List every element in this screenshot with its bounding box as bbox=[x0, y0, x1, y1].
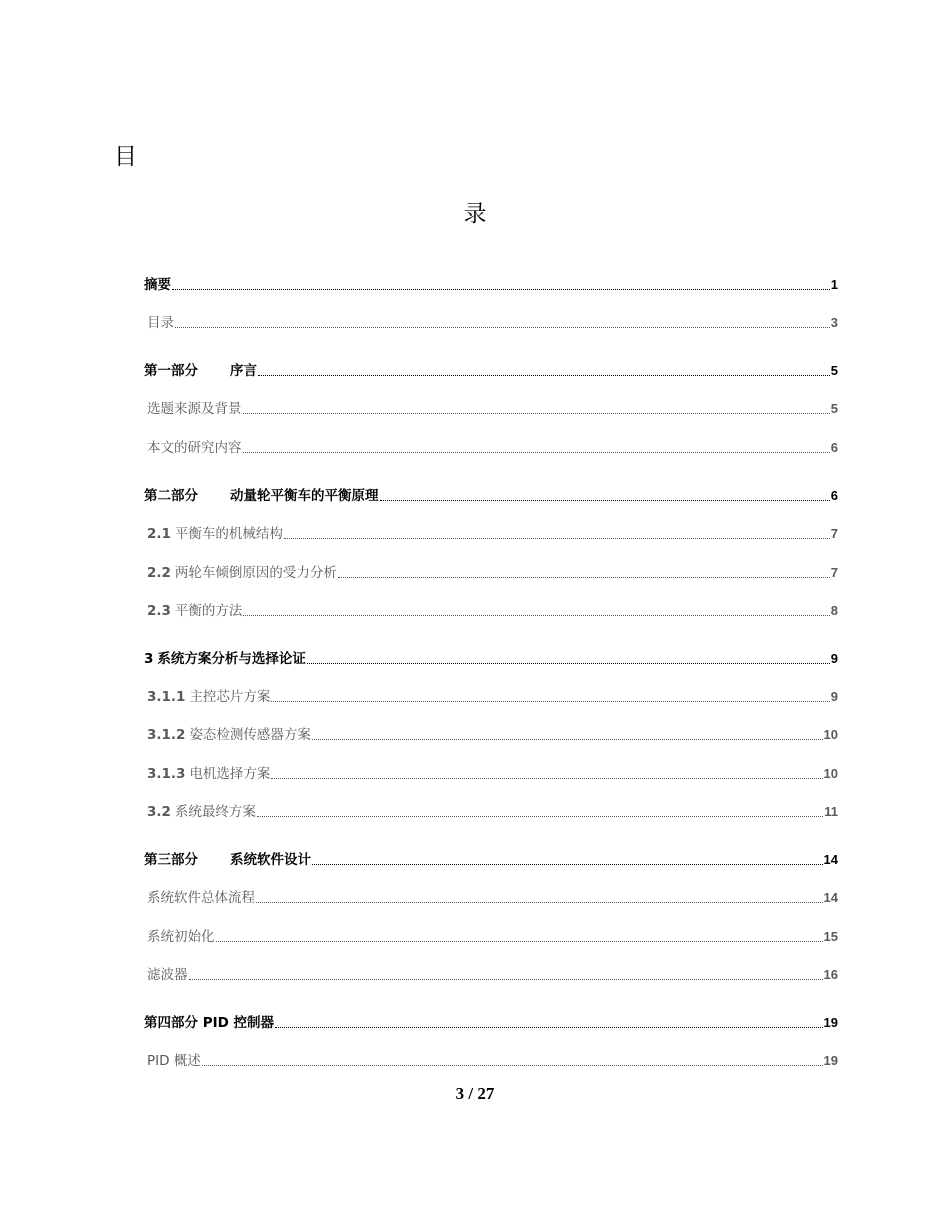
toc-entry-number: 3.1.3 bbox=[147, 766, 186, 782]
toc-entry-number: 2.1 bbox=[147, 526, 171, 542]
toc-entry-label: 系统软件总体流程 bbox=[147, 890, 255, 906]
toc-entry-page-number: 7 bbox=[830, 526, 838, 541]
toc-dot-leader bbox=[175, 327, 830, 328]
toc-entry-label: PID 概述 bbox=[147, 1053, 201, 1069]
toc-entry-number: 3.2 bbox=[147, 804, 171, 820]
toc-entry-page-number: 1 bbox=[830, 277, 838, 292]
toc-dot-leader bbox=[216, 941, 823, 942]
toc-entry-subtitle: 动量轮平衡车的平衡原理 bbox=[230, 488, 379, 504]
toc-entry-subtitle: 系统软件设计 bbox=[230, 852, 311, 868]
toc-dot-leader bbox=[275, 1027, 823, 1028]
toc-entry-page-number: 14 bbox=[823, 890, 838, 905]
toc-entry-number: 3.1.2 bbox=[147, 727, 186, 743]
toc-entry-page-number: 6 bbox=[830, 440, 838, 455]
toc-entry[interactable] bbox=[144, 485, 838, 505]
toc-entry[interactable] bbox=[144, 523, 838, 543]
toc-heading-char-1: 目 bbox=[114, 144, 137, 170]
toc-entry-label: 摘要 bbox=[144, 277, 171, 293]
toc-entry-label: 两轮车倾倒原因的受力分析 bbox=[174, 565, 337, 581]
toc-dot-leader bbox=[312, 864, 823, 865]
toc-entry[interactable] bbox=[144, 926, 838, 946]
toc-entry-label: 第四部分 PID 控制器 bbox=[144, 1015, 275, 1031]
toc-entry-page-number: 7 bbox=[830, 565, 838, 580]
toc-entry-label: 本文的研究内容 bbox=[147, 440, 242, 456]
toc-entry-page-number: 14 bbox=[823, 852, 838, 867]
toc-entry-label: 姿态检测传感器方案 bbox=[189, 727, 311, 743]
toc-dot-leader bbox=[243, 615, 829, 616]
toc-dot-leader bbox=[258, 375, 830, 376]
toc-entry[interactable] bbox=[144, 398, 838, 418]
toc-dot-leader bbox=[257, 816, 823, 817]
toc-entry[interactable] bbox=[144, 849, 838, 869]
toc-dot-leader bbox=[312, 739, 823, 740]
toc-entry-number: 2.2 bbox=[147, 565, 171, 581]
toc-entry-page-number: 19 bbox=[823, 1015, 838, 1030]
toc-entry[interactable] bbox=[144, 801, 838, 821]
toc-entry-page-number: 6 bbox=[830, 488, 838, 503]
toc-entry[interactable] bbox=[144, 648, 838, 668]
toc-entry-page-number: 10 bbox=[823, 727, 838, 742]
toc-entry[interactable] bbox=[144, 274, 838, 294]
toc-dot-leader bbox=[271, 701, 829, 702]
toc-dot-leader bbox=[284, 538, 830, 539]
toc-dot-leader bbox=[338, 577, 830, 578]
toc-entry[interactable] bbox=[144, 763, 838, 783]
toc-entry[interactable] bbox=[144, 686, 838, 706]
toc-entry[interactable] bbox=[144, 1050, 838, 1070]
toc-entry-number: 3.1.1 bbox=[147, 689, 186, 705]
toc-entry[interactable] bbox=[144, 887, 838, 907]
toc-entry-page-number: 9 bbox=[830, 689, 838, 704]
toc-entry-page-number: 15 bbox=[823, 929, 838, 944]
toc-entry-label: 滤波器 bbox=[147, 967, 188, 983]
toc-entry[interactable] bbox=[144, 360, 838, 380]
toc-entry-page-number: 9 bbox=[830, 651, 838, 666]
toc-entry-label: 第三部分 bbox=[144, 852, 198, 868]
toc-entry-page-number: 5 bbox=[830, 401, 838, 416]
toc-entry[interactable] bbox=[144, 600, 838, 620]
toc-dot-leader bbox=[243, 452, 830, 453]
toc-entry-label: 主控芯片方案 bbox=[189, 689, 271, 705]
toc-entry-label: 系统最终方案 bbox=[174, 804, 256, 820]
toc-entry-label: 平衡的方法 bbox=[174, 603, 243, 619]
toc-dot-leader bbox=[307, 663, 830, 664]
toc-dot-leader bbox=[271, 778, 822, 779]
toc-entry-number: 2.3 bbox=[147, 603, 171, 619]
toc-entry-subtitle: 序言 bbox=[230, 363, 257, 379]
toc-entry-page-number: 19 bbox=[823, 1053, 838, 1068]
toc-heading-char-2: 录 bbox=[463, 201, 487, 227]
toc-entry-label: 系统方案分析与选择论证 bbox=[157, 651, 306, 667]
toc-entry-page-number: 5 bbox=[830, 363, 838, 378]
toc-entry-label: 第二部分 bbox=[144, 488, 198, 504]
toc-entry-number: 3 bbox=[144, 651, 154, 667]
toc-entry[interactable] bbox=[144, 312, 838, 332]
toc-entry-page-number: 11 bbox=[824, 804, 838, 819]
toc-entry-label: 系统初始化 bbox=[147, 929, 215, 945]
toc-entry-label: 选题来源及背景 bbox=[147, 401, 242, 417]
toc-entry[interactable] bbox=[144, 437, 838, 457]
toc-entry-page-number: 16 bbox=[823, 967, 838, 982]
toc-entry-label: 目录 bbox=[147, 315, 174, 331]
toc-dot-leader bbox=[172, 289, 830, 290]
toc-entry-label: 电机选择方案 bbox=[189, 766, 271, 782]
toc-entry[interactable] bbox=[144, 562, 838, 582]
toc-dot-leader bbox=[256, 902, 823, 903]
toc-entry-label: 平衡车的机械结构 bbox=[174, 526, 283, 542]
toc-entry-page-number: 8 bbox=[830, 603, 838, 618]
toc-entry[interactable] bbox=[144, 724, 838, 744]
toc-dot-leader bbox=[243, 413, 830, 414]
page-number-footer: 3 / 27 bbox=[455, 1084, 495, 1103]
toc-dot-leader bbox=[380, 500, 830, 501]
toc-entry[interactable] bbox=[144, 1012, 838, 1032]
toc-entry-page-number: 10 bbox=[823, 766, 838, 781]
toc-entry[interactable] bbox=[144, 964, 838, 984]
toc-entry-page-number: 3 bbox=[830, 315, 838, 330]
toc-dot-leader bbox=[202, 1065, 823, 1066]
toc-dot-leader bbox=[189, 979, 823, 980]
toc-entry-label: 第一部分 bbox=[144, 363, 198, 379]
